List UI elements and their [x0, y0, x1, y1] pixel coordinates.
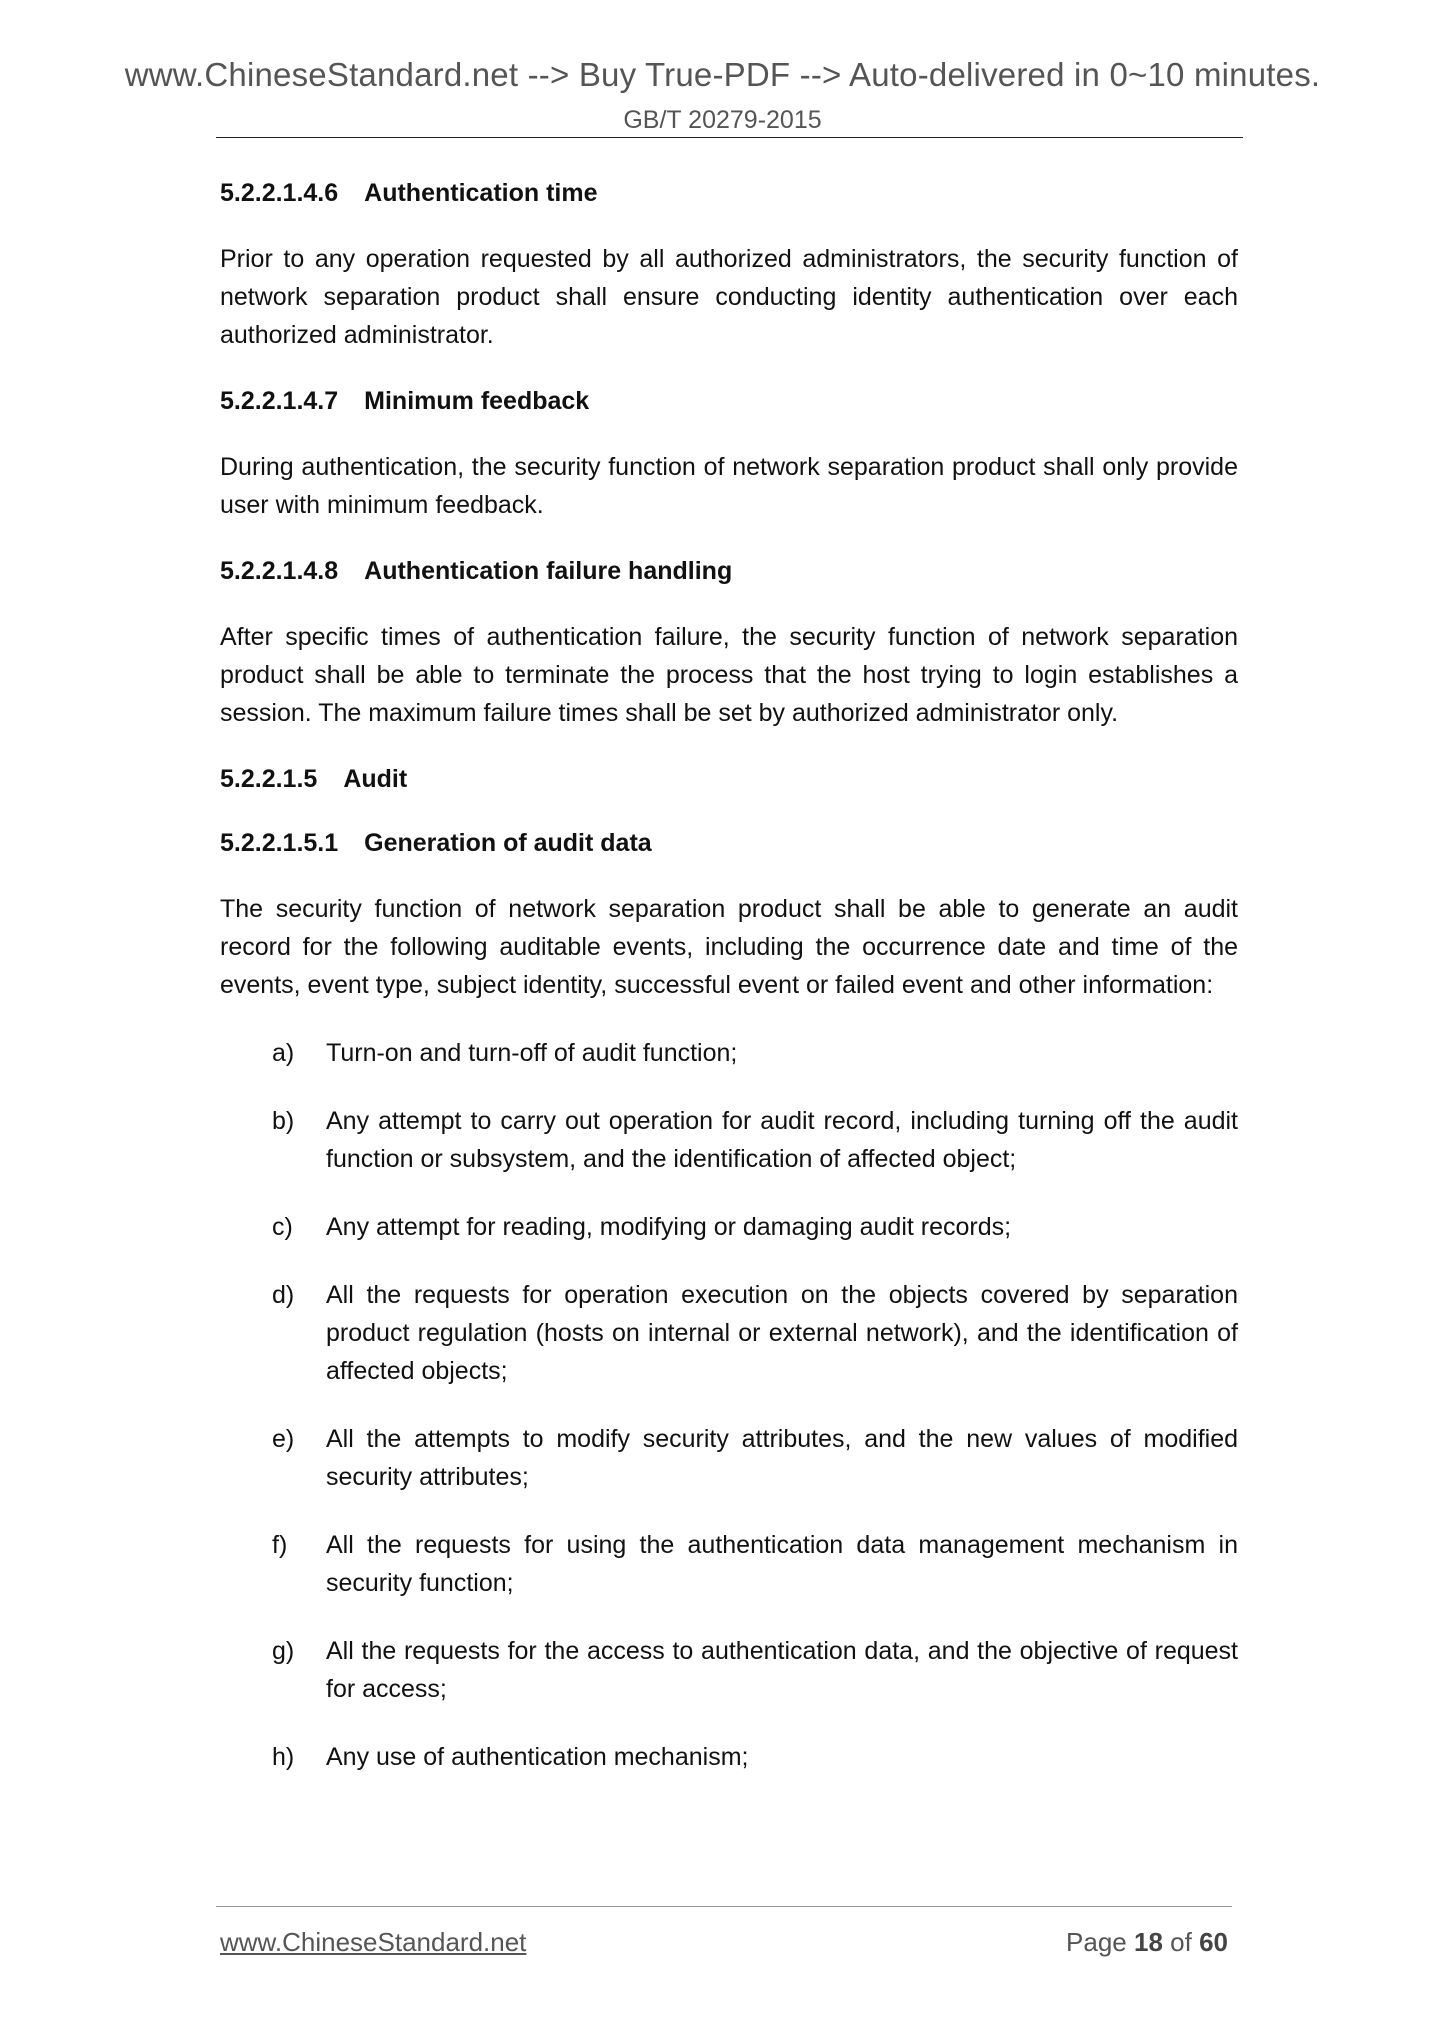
- section-number: 5.2.2.1.4.6: [220, 179, 339, 207]
- list-text: Any attempt for reading, modifying or damaging audit records;: [326, 1213, 1012, 1241]
- section-number: 5.2.2.1.4.8: [220, 557, 339, 585]
- footer-site-link[interactable]: www.ChineseStandard.net: [220, 1927, 527, 1957]
- list-marker: g): [272, 1637, 295, 1665]
- list-text: All the attempts to modify security attributes, and the new values of modified security attributes;: [326, 1425, 1238, 1491]
- footer-divider: [216, 1906, 1232, 1907]
- section-number: 5.2.2.1.5: [220, 765, 318, 793]
- section-paragraph: The security function of network separation product shall be able to generate an audit record for the following auditable events, including the occurrence date and time of the events, event type, subject identity, successful event or failed event and other information:: [220, 895, 1238, 999]
- list-marker: a): [272, 1039, 295, 1067]
- page-total: 60: [1199, 1927, 1228, 1957]
- list-marker: d): [272, 1281, 295, 1309]
- section-heading: [220, 384, 1238, 418]
- list-item: [220, 1420, 1238, 1496]
- page-indicator: [1066, 1927, 1228, 1958]
- list-marker: b): [272, 1107, 295, 1135]
- list-item: [220, 1632, 1238, 1708]
- section-title: Audit: [343, 765, 408, 793]
- list-text: Any attempt to carry out operation for audit record, including turning off the audit function or subsystem, and the identification of affected object;: [326, 1107, 1238, 1173]
- section-title: Authentication failure handling: [364, 557, 733, 585]
- section-paragraph: Prior to any operation requested by all authorized administrators, the security function of network separation product shall ensure conducting identity authentication over each authorized administrator.: [220, 245, 1238, 349]
- header-divider: [216, 137, 1243, 138]
- list-text: All the requests for operation execution on the objects covered by separation product regulation (hosts on internal or external network), and the identification of affected objects;: [326, 1281, 1238, 1385]
- section-number: 5.2.2.1.5.1: [220, 829, 339, 857]
- list-item: [220, 1526, 1238, 1602]
- list-text: Turn-on and turn-off of audit function;: [326, 1039, 738, 1067]
- section-number: 5.2.2.1.4.7: [220, 387, 339, 415]
- document-body: [220, 176, 1238, 1806]
- standard-number: GB/T 20279-2015: [623, 106, 822, 134]
- page-label: Page: [1066, 1927, 1127, 1957]
- page-of-label: of: [1170, 1927, 1192, 1957]
- section-paragraph: After specific times of authentication failure, the security function of network separation product shall be able to terminate the process that the host trying to login establishes a session. The maximum failure times shall be set by authorized administrator only.: [220, 623, 1238, 727]
- list-marker: e): [272, 1425, 295, 1453]
- section-heading: [220, 826, 1238, 860]
- section-title: Minimum feedback: [364, 387, 590, 415]
- section-heading: [220, 176, 1238, 210]
- list-item: [220, 1034, 1238, 1072]
- list-marker: h): [272, 1743, 295, 1771]
- list-item: [220, 1276, 1238, 1390]
- list-text: All the requests for the access to authentication data, and the objective of request for access;: [326, 1637, 1238, 1703]
- section-title: Authentication time: [364, 179, 598, 207]
- section-title: Generation of audit data: [364, 829, 652, 857]
- list-text: All the requests for using the authentication data management mechanism in security function;: [326, 1531, 1238, 1597]
- list-item: [220, 1738, 1238, 1776]
- section-paragraph: During authentication, the security function of network separation product shall only provide user with minimum feedback.: [220, 453, 1238, 519]
- list-marker: f): [272, 1531, 288, 1559]
- list-text: Any use of authentication mechanism;: [326, 1743, 749, 1771]
- section-heading: [220, 554, 1238, 588]
- header-banner: www.ChineseStandard.net --> Buy True-PDF --> Auto-delivered in 0~10 minutes.: [124, 56, 1321, 93]
- list-item: [220, 1208, 1238, 1246]
- list-item: [220, 1102, 1238, 1178]
- list-marker: c): [272, 1213, 293, 1241]
- section-heading: [220, 762, 1238, 796]
- page-current: 18: [1134, 1927, 1163, 1957]
